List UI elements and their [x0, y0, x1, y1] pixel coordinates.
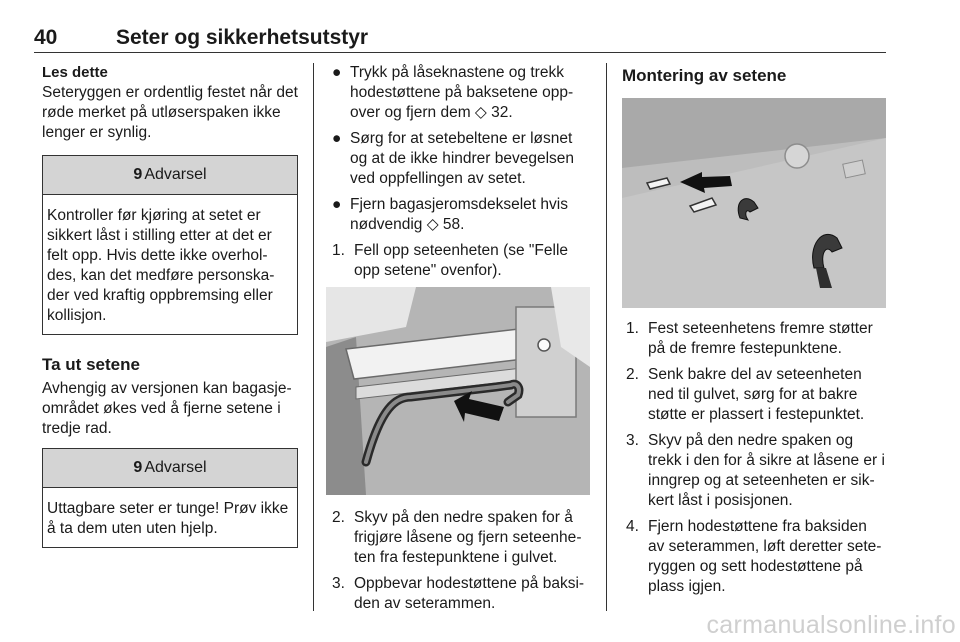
list-item — [328, 195, 592, 235]
list-item-text: Fjern bagasjeromsdekselet hvis nødvendig ◇ 58. — [350, 196, 568, 233]
list-item-text: Senk bakre del av seteenheten ned til gulvet, sørg for at bakre støtte er plassert i festepunktet. — [648, 366, 865, 423]
warning-text-2: Uttagbare seter er tunge! Prøv ikke å ta dem uten uten hjelp. — [47, 500, 289, 537]
step-number: 2. — [626, 366, 639, 383]
list-item-text: Fjern hodestøttene fra baksiden av seterammen, løft deretter seteryggen og sett hodestøttene på plass igjen. — [648, 518, 882, 595]
warning-title: Advarsel — [144, 166, 207, 183]
list-item — [328, 129, 592, 189]
list-item-text: Fell opp seteenheten (se "Felle opp setene" ovenfor). — [354, 242, 569, 279]
step-number: 3. — [332, 575, 345, 592]
step-list — [332, 241, 592, 281]
section-title: Montering av setene — [622, 66, 787, 85]
step-number: 2. — [332, 509, 345, 526]
list-item — [626, 319, 886, 359]
column-divider-1 — [313, 63, 314, 611]
bullet-marker: ● — [332, 64, 342, 81]
warning-title-2: Advarsel — [144, 459, 207, 476]
warning-header — [43, 156, 297, 195]
step-number: 3. — [626, 432, 639, 449]
list-item — [626, 431, 886, 511]
step-list-2 — [332, 508, 592, 614]
list-item-text: Sørg for at setebeltene er løsnet og at de ikke hindrer bevegelsen ved oppfellingen av setet. — [350, 130, 575, 187]
column-middle — [328, 63, 592, 620]
step-number: 1. — [332, 242, 345, 259]
bullet-list — [328, 63, 592, 235]
chapter-title: Seter og sikkerhetsutstyr — [116, 26, 369, 49]
page-header — [34, 22, 886, 53]
section-title: Ta ut setene — [42, 355, 140, 374]
list-item-text: Trykk på låseknastene og trekk hodestøttene på baksetene oppover og fjern dem ◇ 32. — [350, 64, 574, 121]
section-text: Avhengig av versjonen kan bagasjeområdet økes ved å fjerne setene i tredje rad. — [42, 380, 292, 437]
bullet-marker: ● — [332, 196, 342, 213]
seat-mounting-illustration — [622, 98, 886, 308]
list-item — [328, 63, 592, 123]
list-item — [626, 365, 886, 425]
warning-icon: 9 — [133, 166, 143, 183]
warning-text: Kontroller før kjøring at setet er sikkert låst i stilling etter at det er felt opp. Hvis dette ikke overholdes, kan det medføre personskader ved kraftig oppbremsing eller kollisjon. — [47, 207, 275, 324]
list-item-text: Fest seteenhetens fremre støtter på de fremre festepunktene. — [648, 320, 873, 357]
list-item — [626, 517, 886, 597]
step-number: 4. — [626, 518, 639, 535]
bullet-marker: ● — [332, 130, 342, 147]
warning-box-2 — [42, 448, 298, 548]
seat-lever-illustration — [326, 287, 590, 495]
list-item — [332, 508, 592, 568]
warning-header-2 — [43, 449, 297, 488]
list-item-text: Skyv på den nedre spaken og trekk i den for å sikre at låsene er i inngrep og at seteenheten er sikkert låst i posisjonen. — [648, 432, 885, 509]
step-list — [626, 319, 886, 597]
warning-icon: 9 — [133, 459, 143, 476]
list-item — [332, 241, 592, 281]
step-number: 1. — [626, 320, 639, 337]
list-item-text: Oppbevar hodestøttene på baksiden av seterammen. — [354, 575, 585, 612]
watermark: carmanualsonline.info — [706, 611, 956, 639]
note-text: Seteryggen er ordentlig festet når det røde merket på utløserspaken ikke lenger er synlig. — [42, 84, 298, 141]
page-number: 40 — [34, 26, 58, 49]
column-left — [42, 63, 298, 548]
warning-box — [42, 155, 298, 335]
note-title: Les dette — [42, 64, 108, 81]
list-item — [332, 574, 592, 614]
list-item-text: Skyv på den nedre spaken for å frigjøre låsene og fjern seteenheten fra festepunktene i gulvet. — [354, 509, 582, 566]
column-right — [622, 63, 886, 603]
column-divider-2 — [606, 63, 607, 611]
